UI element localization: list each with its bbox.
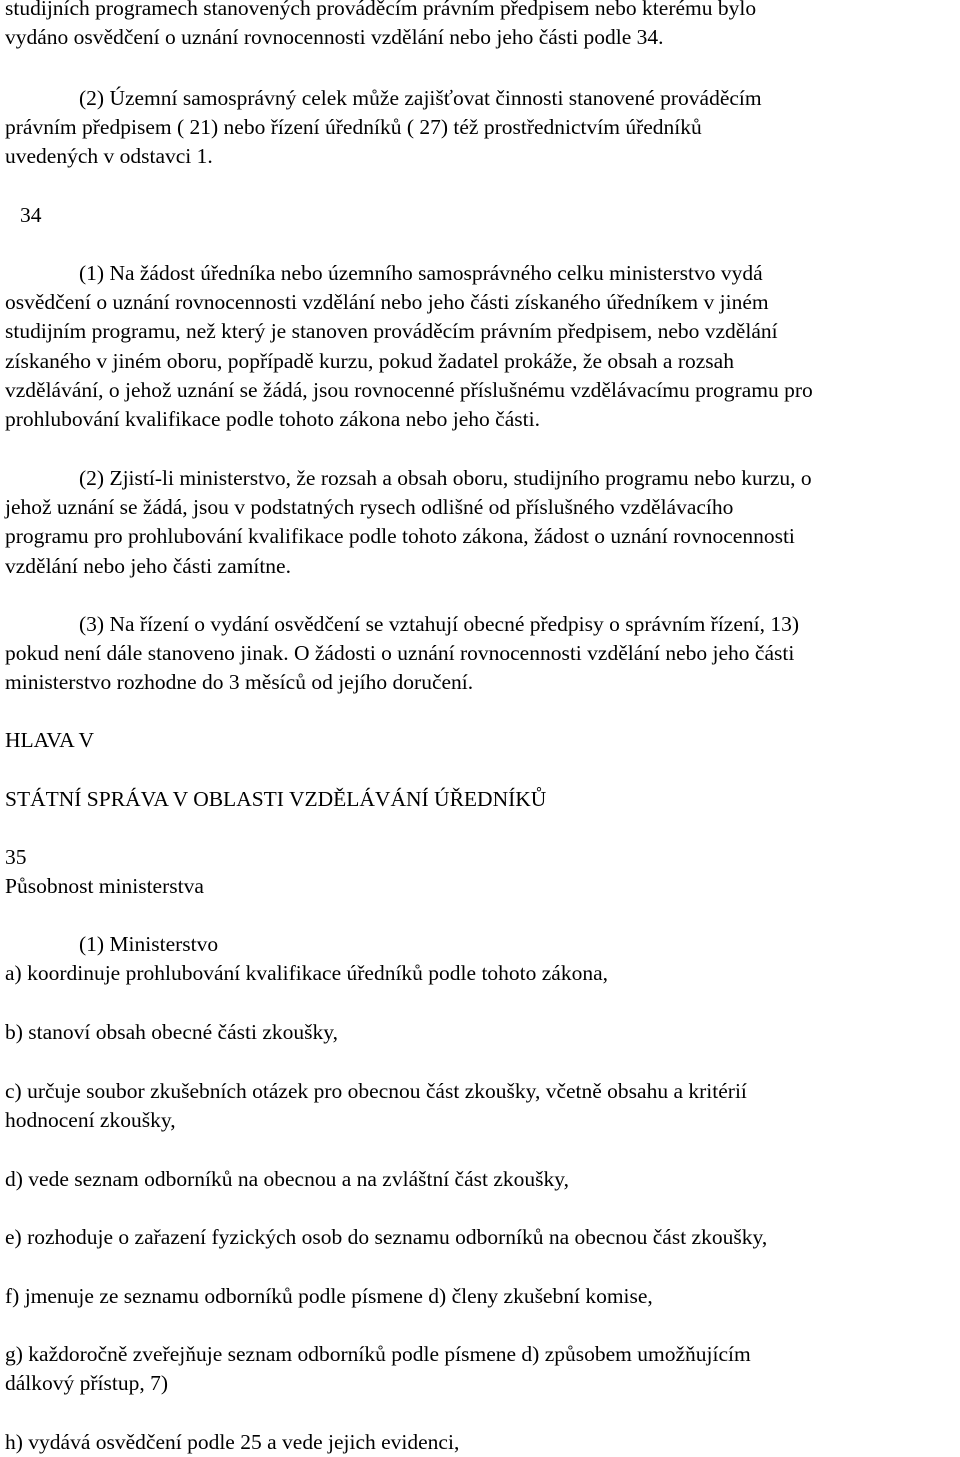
text-line: (1) Na žádost úředníka nebo územního samosprávného celku ministerstvo vydá: [79, 261, 763, 285]
text-line: studijních programech stanovených prováděcím právním předpisem nebo kterému bylo: [5, 0, 757, 20]
paragraph-33-2: [5, 84, 960, 172]
paragraph-34-2: [5, 464, 960, 581]
list-item: b) stanoví obsah obecné části zkoušky,: [5, 1020, 338, 1044]
text-line: (2) Územní samosprávný celek může zajišťovat činnosti stanovené prováděcím: [79, 86, 762, 110]
item-b: [5, 1018, 960, 1047]
text-line: programu pro prohlubování kvalifikace podle tohoto zákona, žádost o uznání rovnocennosti: [5, 524, 795, 549]
text-line: vzdělávání, o jehož uznání se žádá, jsou rovnocenné příslušnému vzdělávacímu programu pro: [5, 377, 813, 402]
section-number: 34: [20, 203, 42, 227]
text-line: pokud není dále stanoveno jinak. O žádosti o uznání rovnocennosti vzdělání nebo jeho části: [5, 641, 795, 666]
text-line: vydáno osvědčení o uznání rovnocennosti vzdělání nebo jeho části podle 34.: [5, 25, 664, 50]
chapter-title: STÁTNÍ SPRÁVA V OBLASTI VZDĚLÁVÁNÍ ÚŘEDNÍKŮ: [5, 787, 547, 811]
list-item: a) koordinuje prohlubování kvalifikace úředníků podle tohoto zákona,: [5, 961, 609, 986]
item-g: [5, 1340, 960, 1398]
item-h: [5, 1428, 960, 1457]
section-number: 35: [5, 845, 27, 869]
paragraph-34-3: [5, 610, 960, 698]
text-line: právním předpisem ( 21) nebo řízení úředníků ( 27) též prostřednictvím úředníků: [5, 115, 702, 140]
item-f: [5, 1282, 960, 1311]
text-line: vzdělání nebo jeho části zamítne.: [5, 553, 291, 578]
text-line: osvědčení o uznání rovnocennosti vzdělání nebo jeho části získaného úředníkem v jiném: [5, 290, 769, 315]
paragraph-34-1: [5, 259, 960, 434]
list-item-continuation: hodnocení zkoušky,: [5, 1108, 176, 1133]
text-line: (2) Zjistí-li ministerstvo, že rozsah a obsah oboru, studijního programu nebo kurzu, o: [79, 466, 812, 490]
section-35-heading: [5, 843, 960, 901]
text-line: získaného v jiném oboru, popřípadě kurzu, pokud žadatel prokáže, že obsah a rozsah: [5, 348, 734, 373]
text-line: (3) Na řízení o vydání osvědčení se vztahují obecné předpisy o správním řízení, 13): [79, 612, 800, 636]
hlava-label: [5, 726, 960, 755]
chapter-label: HLAVA V: [5, 728, 95, 752]
item-e: [5, 1223, 960, 1252]
text-line: jehož uznání se žádá, jsou v podstatných rysech odlišné od příslušného vzdělávacího: [5, 495, 734, 520]
text-line: ministerstvo rozhodne do 3 měsíců od jejího doručení.: [5, 670, 474, 695]
section-34-heading: [5, 201, 960, 230]
list-item: g) každoročně zveřejňuje seznam odborníků podle písmene d) způsobem umožňujícím: [5, 1342, 751, 1366]
list-item: e) rozhoduje o zařazení fyzických osob do seznamu odborníků na obecnou část zkoušky,: [5, 1225, 768, 1249]
list-item: f) jmenuje ze seznamu odborníků podle písmene d) členy zkušební komise,: [5, 1284, 653, 1308]
text-line: studijním programu, než který je stanoven prováděcím právním předpisem, nebo vzdělání: [5, 319, 778, 344]
list-item: h) vydává osvědčení podle 25 a vede jejich evidenci,: [5, 1430, 460, 1454]
text-line: uvedených v odstavci 1.: [5, 144, 213, 169]
item-c: [5, 1077, 960, 1135]
intro-paragraph: [5, 0, 960, 52]
list-item: d) vede seznam odborníků na obecnou a na zvláštní část zkoušky,: [5, 1167, 569, 1191]
hlava-title: [5, 785, 960, 814]
section-title: Působnost ministerstva: [5, 874, 204, 899]
paragraph-35-1: [5, 930, 960, 988]
item-d: [5, 1165, 960, 1194]
text-line: prohlubování kvalifikace podle tohoto zákona nebo jeho části.: [5, 407, 540, 432]
list-item-continuation: dálkový přístup, 7): [5, 1371, 169, 1396]
text-line: (1) Ministerstvo: [79, 932, 219, 956]
list-item: c) určuje soubor zkušebních otázek pro obecnou část zkoušky, včetně obsahu a kritérií: [5, 1079, 747, 1103]
